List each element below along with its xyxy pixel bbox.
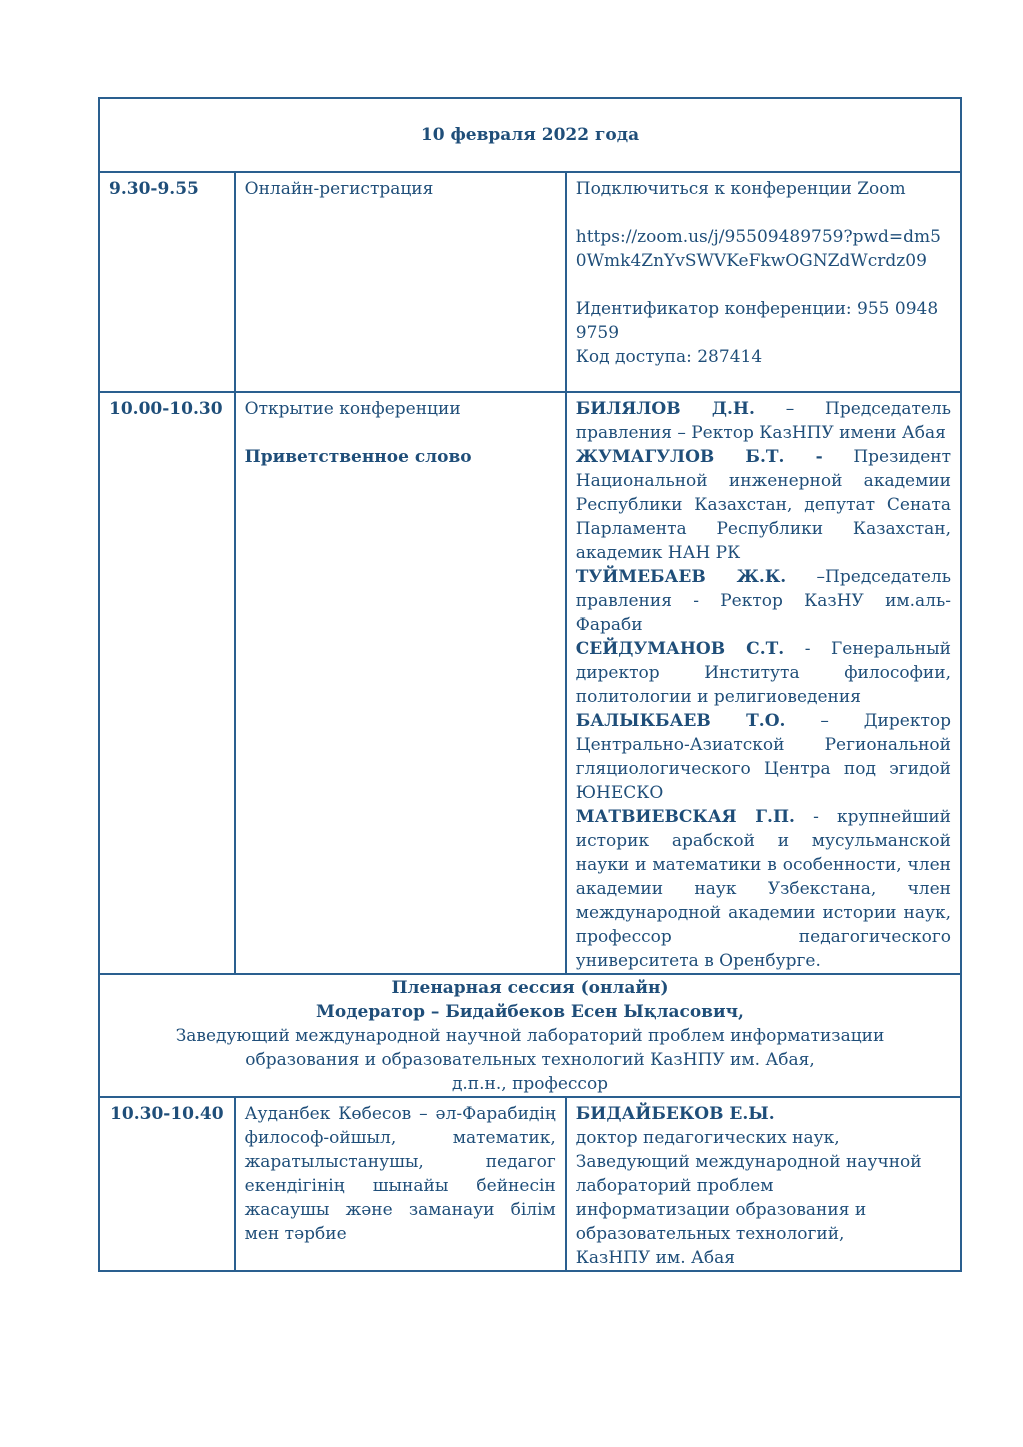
speaker-name: ЖУМАГУЛОВ Б.Т. - bbox=[575, 447, 823, 467]
moderator-degree: д.п.н., профессор bbox=[451, 1074, 609, 1094]
moderator-desc: Заведующий международной научной лабораторий проблем информатизации bbox=[175, 1026, 885, 1046]
speaker-line: Заведующий международной научной bbox=[575, 1152, 922, 1172]
speaker-name: БИЛЯЛОВ Д.Н. bbox=[575, 399, 755, 419]
speaker-line: лабораторий проблем bbox=[575, 1176, 774, 1196]
program-page bbox=[98, 97, 962, 1272]
event-cell: Ауданбек Көбесов – әл-Фарабидің философ-ойшыл, математик, жаратылыстанушы, педагог екендігінің шынайы бейнесін жасаушы және заманауи білім мен тәрбие bbox=[235, 1097, 566, 1271]
speaker-line: КазНПУ им. Абая bbox=[575, 1248, 735, 1268]
event-cell: Онлайн-регистрация bbox=[235, 172, 566, 392]
moderator-desc: образования и образовательных технологий КазНПУ им. Абая, bbox=[245, 1050, 815, 1070]
speaker-line: образовательных технологий, bbox=[575, 1224, 845, 1244]
speaker-item bbox=[576, 397, 951, 445]
details-cell bbox=[566, 172, 961, 392]
speaker-item bbox=[576, 709, 951, 805]
speaker-item bbox=[576, 445, 951, 565]
table-row bbox=[99, 172, 961, 392]
greeting-text: Приветственное слово bbox=[244, 447, 472, 467]
time-cell: 10.30-10.40 bbox=[99, 1097, 235, 1271]
session-cell bbox=[99, 974, 961, 1097]
speaker-item bbox=[576, 637, 951, 709]
session-title: Пленарная сессия (онлайн) bbox=[391, 978, 669, 998]
opening-text: Открытие конференции bbox=[244, 399, 461, 419]
speaker-name: ТУЙМЕБАЕВ Ж.К. bbox=[575, 567, 787, 587]
zoom-link[interactable]: https://zoom.us/j/95509489759?pwd=dm50Wmk4ZnYvSWVKeFkwOGNZdWcrdz09 bbox=[575, 227, 941, 271]
date-row bbox=[99, 98, 961, 172]
moderator-line: Модератор – Бидайбеков Есен Ықласович, bbox=[316, 1002, 744, 1022]
event-cell bbox=[235, 392, 566, 974]
time-cell: 10.00-10.30 bbox=[99, 392, 235, 974]
speaker-name: СЕЙДУМАНОВ С.Т. bbox=[575, 639, 785, 659]
date-header: 10 февраля 2022 года bbox=[99, 98, 961, 172]
connect-text: Подключиться к конференции Zoom bbox=[575, 179, 906, 199]
speakers-cell bbox=[566, 392, 961, 974]
access-code: Код доступа: 287414 bbox=[575, 347, 763, 367]
speaker-item bbox=[576, 805, 951, 973]
time-cell: 9.30-9.55 bbox=[99, 172, 235, 392]
speaker-desc: - крупнейший историк арабской и мусульманской науки и математики в особенности, член академии наук Узбекстана, член международной академии истории наук, профессор педагогического университета в Оренбурге. bbox=[575, 807, 951, 971]
speaker-name: БАЛЫКБАЕВ Т.О. bbox=[575, 711, 786, 731]
speaker-desc: Президент Национальной инженерной академии Республики Казахстан, депутат Сената Парламента Республики Казахстан, академик НАН РК bbox=[575, 447, 951, 563]
speaker-desc: – Директор Центрально-Азиатской Региональной гляциологического Центра под эгидой ЮНЕСКО bbox=[575, 711, 951, 803]
meeting-id: Идентификатор конференции: 955 0948 9759 bbox=[575, 299, 939, 343]
speaker-item bbox=[576, 565, 951, 637]
session-row bbox=[99, 974, 961, 1097]
speaker-desc: - Генеральный директор Института философии, политологии и религиоведения bbox=[575, 639, 951, 707]
speaker-cell bbox=[566, 1097, 961, 1271]
table-row bbox=[99, 1097, 961, 1271]
program-table bbox=[98, 97, 962, 1272]
speaker-line: информатизации образования и bbox=[575, 1200, 867, 1220]
speaker-line: доктор педагогических наук, bbox=[575, 1128, 840, 1148]
table-row bbox=[99, 392, 961, 974]
speaker-name: БИДАЙБЕКОВ Е.Ы. bbox=[575, 1104, 775, 1124]
speaker-desc: –Председатель правления - Ректор КазНУ им.аль-Фараби bbox=[575, 567, 951, 635]
speaker-desc: – Председатель правления – Ректор КазНПУ имени Абая bbox=[575, 399, 951, 443]
speaker-name: МАТВИЕВСКАЯ Г.П. bbox=[575, 807, 795, 827]
